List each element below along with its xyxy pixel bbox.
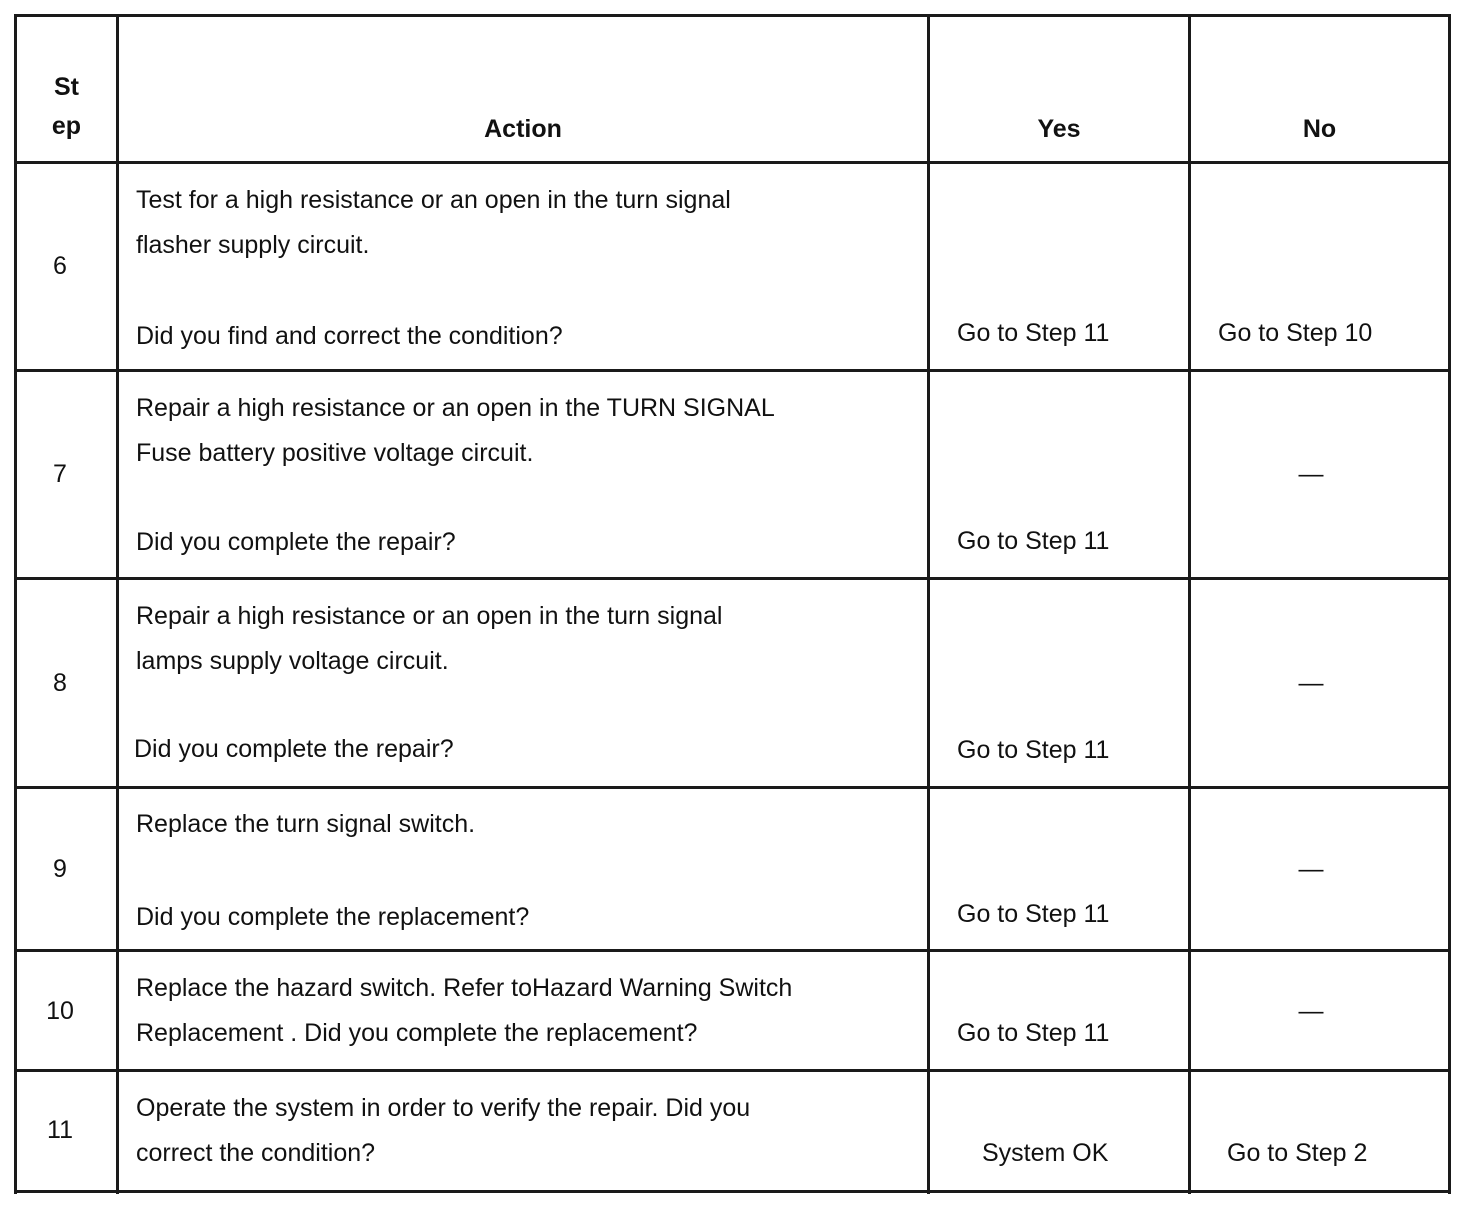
step-number: 7: [53, 460, 67, 488]
row-divider: [14, 786, 1451, 789]
row-divider: [14, 161, 1451, 164]
action-text: Replace the hazard switch. Refer toHazard Warning Switch: [136, 974, 793, 1002]
step-number: 9: [53, 855, 67, 883]
action-text: Repair a high resistance or an open in the TURN SIGNAL: [136, 394, 775, 422]
yes-result: Go to Step 11: [957, 1019, 1110, 1047]
header-yes: Yes: [1037, 115, 1081, 143]
no-result: —: [1298, 669, 1324, 697]
action-text: Test for a high resistance or an open in the turn signal: [136, 186, 731, 214]
header-action: Action: [484, 115, 562, 143]
step-number: 8: [53, 669, 67, 697]
action-text: correct the condition?: [136, 1139, 376, 1167]
action-question: Did you complete the replacement?: [136, 903, 530, 931]
header-no: No: [1302, 115, 1337, 143]
action-text: flasher supply circuit.: [136, 231, 370, 259]
action-question: Did you find and correct the condition?: [136, 322, 563, 350]
action-question: Did you complete the repair?: [134, 735, 454, 763]
row-divider: [14, 949, 1451, 952]
no-result: —: [1298, 855, 1324, 883]
row-divider: [14, 577, 1451, 580]
table-border-right: [1448, 14, 1451, 1194]
step-number: 10: [46, 997, 74, 1025]
row-divider: [14, 369, 1451, 372]
action-text: lamps supply voltage circuit.: [136, 647, 449, 675]
column-divider: [927, 14, 930, 1194]
action-text: Operate the system in order to verify the repair. Did you: [136, 1094, 751, 1122]
no-result: —: [1298, 460, 1324, 488]
no-result: Go to Step 10: [1218, 319, 1373, 347]
step-number: 11: [47, 1116, 73, 1144]
action-text: Replace the turn signal switch.: [136, 810, 476, 838]
yes-result: Go to Step 11: [957, 900, 1110, 928]
header-step: St ep: [51, 73, 82, 140]
action-text: Repair a high resistance or an open in the turn signal: [136, 602, 723, 630]
step-number: 6: [53, 252, 67, 280]
yes-result: System OK: [982, 1139, 1109, 1167]
row-divider: [14, 1069, 1451, 1072]
table-border-bottom: [14, 1190, 1451, 1193]
yes-result: Go to Step 11: [957, 319, 1110, 347]
column-divider: [116, 14, 119, 1194]
no-result: —: [1298, 997, 1324, 1025]
no-result: Go to Step 2: [1227, 1139, 1368, 1167]
action-text: Replacement . Did you complete the replacement?: [136, 1019, 698, 1047]
action-question: Did you complete the repair?: [136, 528, 456, 556]
action-text: Fuse battery positive voltage circuit.: [136, 439, 534, 467]
yes-result: Go to Step 11: [957, 736, 1110, 764]
table-border-top: [14, 14, 1451, 17]
yes-result: Go to Step 11: [957, 527, 1110, 555]
